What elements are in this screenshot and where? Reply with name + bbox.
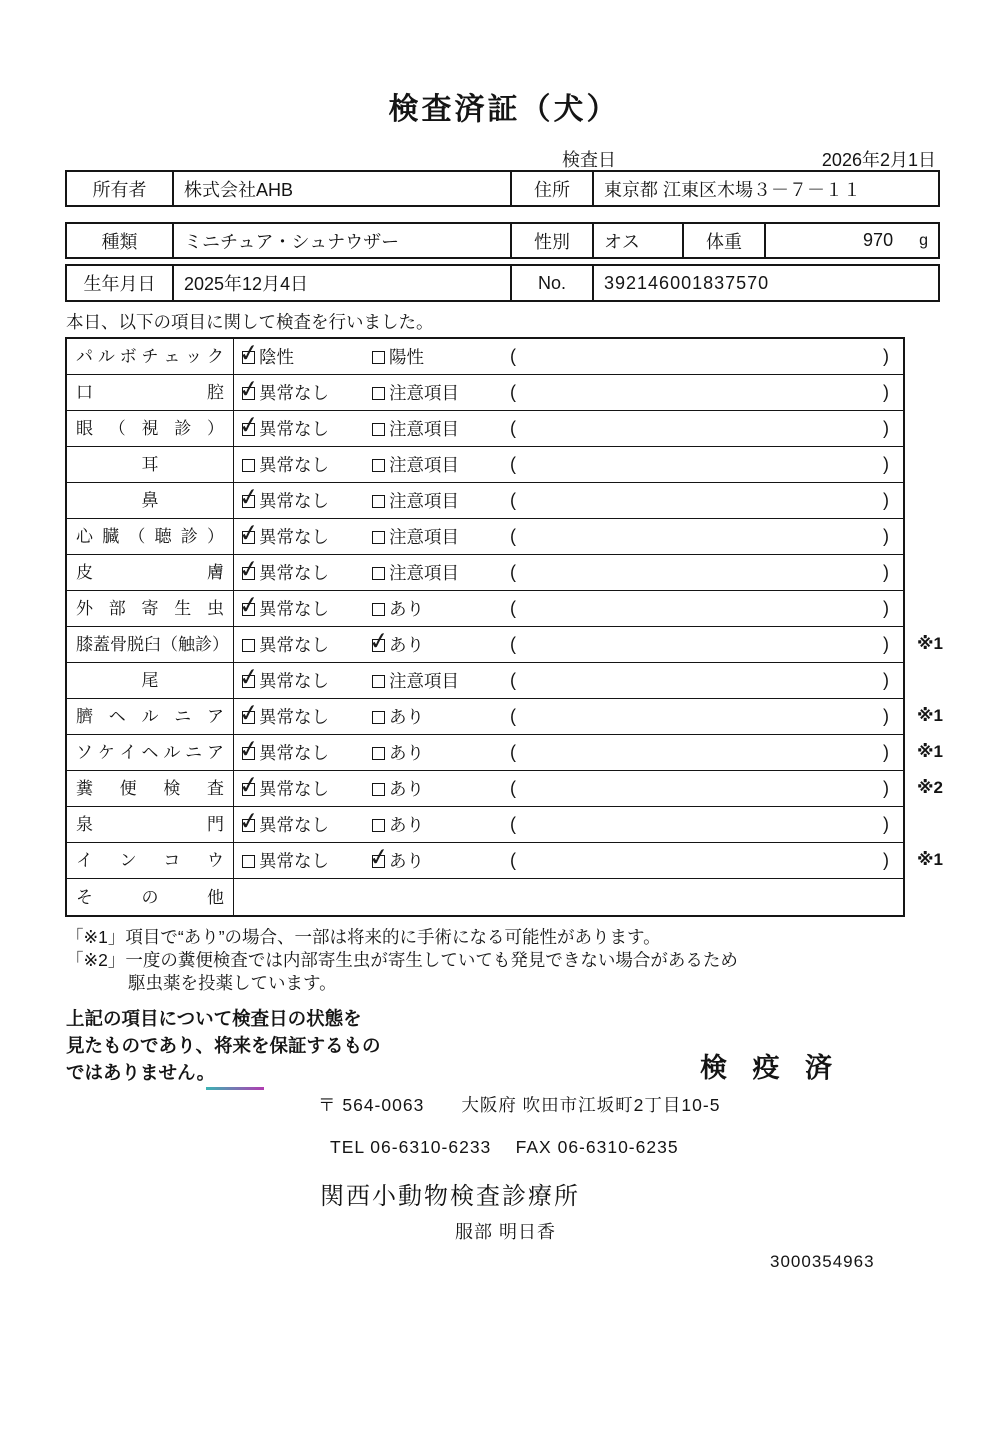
- option-2: [372, 848, 510, 873]
- checkbox-icon: [372, 495, 385, 508]
- paren-open: (: [510, 346, 516, 366]
- paren-open: (: [510, 850, 516, 870]
- checklist-item-label-cell: [67, 375, 234, 410]
- option-2: [372, 632, 510, 657]
- checklist-item-label-cell: [67, 735, 234, 770]
- option-2: [372, 524, 510, 549]
- checklist-item-label-cell: [67, 771, 234, 806]
- birthdate-value: 2025年12月4日: [172, 266, 510, 300]
- checklist-item-label-cell: [67, 483, 234, 518]
- checkbox-icon: [242, 819, 255, 832]
- veterinarian-name: 服部 明日香: [455, 1222, 557, 1242]
- paren-close: ): [883, 418, 889, 438]
- checklist-options: [234, 483, 903, 518]
- checklist-row: [67, 879, 903, 915]
- sex-value: オス: [592, 224, 682, 257]
- checklist-item-label-cell: [67, 339, 234, 374]
- checklist-item-label: 外 部 寄 生 虫: [76, 599, 224, 618]
- option-label: 異常なし: [259, 563, 329, 583]
- birthdate-label: 生年月日: [83, 274, 156, 294]
- check-mark-icon: [367, 626, 391, 658]
- disclaimer-line3: ではありません。: [66, 1062, 216, 1083]
- checkbox-icon: [372, 531, 385, 544]
- checklist-options: [234, 699, 903, 734]
- option-label: 異常なし: [259, 815, 329, 835]
- checkbox-icon: [372, 711, 385, 724]
- owner-label: 所有者: [92, 179, 147, 200]
- checklist-item-label: 心 臓 （ 聴 診 ）: [76, 527, 224, 546]
- checkbox-icon: [242, 711, 255, 724]
- option-label: 注意項目: [389, 563, 459, 583]
- option-2: [372, 668, 510, 693]
- checklist-options: [234, 555, 903, 590]
- option-1: [242, 524, 372, 549]
- row-footnote-marker: ※1: [917, 634, 943, 653]
- disclaimer: [66, 1005, 381, 1086]
- checklist-item-label: 糞 便 検 査: [76, 779, 224, 798]
- check-mark-icon: [237, 410, 261, 442]
- disclaimer-line1: 上記の項目について検査日の状態を: [66, 1008, 362, 1029]
- checklist-row: [67, 735, 943, 771]
- paren-open: (: [510, 634, 516, 654]
- option-label: 注意項目: [389, 491, 459, 511]
- option-label: あり: [389, 599, 424, 619]
- checkbox-icon: [372, 603, 385, 616]
- checkbox-icon: [372, 675, 385, 688]
- row-footnote-marker: ※2: [917, 778, 943, 797]
- option-label: あり: [389, 815, 424, 835]
- clinic-name: 関西小動物検査診療所: [320, 1183, 580, 1210]
- checklist-item-label: 眼 （ 視 診 ）: [76, 419, 224, 438]
- paren-open: (: [510, 778, 516, 798]
- paren-open: (: [510, 418, 516, 438]
- paren-close: ): [883, 598, 889, 618]
- row-footnote-marker: ※1: [917, 706, 943, 725]
- paren-open: (: [510, 598, 516, 618]
- option-1: [242, 632, 372, 657]
- checklist-row: [67, 411, 903, 447]
- paren-close: ): [883, 562, 889, 582]
- option-1: [242, 668, 372, 693]
- option-label: 陰性: [259, 347, 294, 367]
- option-2: [372, 380, 510, 405]
- paren-close: ): [883, 382, 889, 402]
- paren-open: (: [510, 562, 516, 582]
- option-1: [242, 848, 372, 873]
- paren-open: (: [510, 526, 516, 546]
- row-footnote-marker: ※1: [917, 850, 943, 869]
- option-label: 異常なし: [259, 455, 329, 475]
- checklist-options: [234, 339, 903, 374]
- checkbox-icon: [242, 459, 255, 472]
- checkbox-icon: [372, 459, 385, 472]
- checkbox-icon: [242, 495, 255, 508]
- option-label: 異常なし: [259, 743, 329, 763]
- option-1: [242, 704, 372, 729]
- option-1: [242, 776, 372, 801]
- option-1: [242, 344, 372, 369]
- checklist-options: [234, 663, 903, 698]
- checklist-row: [67, 375, 903, 411]
- checklist-options: [234, 375, 903, 410]
- checklist-options: [234, 627, 903, 662]
- option-label: あり: [389, 851, 424, 871]
- checklist-item-label: 鼻: [141, 491, 159, 510]
- checklist-item-label: 尾: [141, 671, 159, 690]
- checklist-item-label-cell: [67, 807, 234, 842]
- option-label: 異常なし: [259, 383, 329, 403]
- option-2: [372, 812, 510, 837]
- paren-open: (: [510, 670, 516, 690]
- checklist-options: [234, 735, 903, 770]
- owner-row: [65, 170, 940, 207]
- check-mark-icon: [237, 482, 261, 514]
- option-label: 異常なし: [259, 851, 329, 871]
- footnote-2-line2: 駆虫薬を投薬しています。: [128, 973, 337, 993]
- checklist-options: [234, 411, 903, 446]
- weight-cell: [764, 224, 938, 257]
- option-label: 注意項目: [389, 671, 459, 691]
- option-1: [242, 452, 372, 477]
- address-label: 住所: [510, 172, 592, 205]
- checklist-options: [234, 447, 903, 482]
- checklist-item-label-cell: [67, 879, 234, 915]
- quarantine-stamp: 検 疫 済: [700, 1053, 842, 1083]
- breed-label: 種類: [101, 231, 138, 252]
- checklist-item-label-cell: [67, 519, 234, 554]
- checklist-row: [67, 807, 903, 843]
- checklist-table: [65, 337, 943, 917]
- paren-open: (: [510, 490, 516, 510]
- birthdate-row: [65, 264, 940, 302]
- checklist-item-label-cell: [67, 411, 234, 446]
- option-1: [242, 416, 372, 441]
- paren-close: ): [883, 490, 889, 510]
- paren-close: ): [883, 850, 889, 870]
- checklist-item-label: 皮 膚: [76, 563, 224, 582]
- row-footnote-marker: ※1: [917, 742, 943, 761]
- option-label: あり: [389, 743, 424, 763]
- inspection-date-label: 検査日: [562, 150, 616, 170]
- checkbox-icon: [242, 639, 255, 652]
- check-mark-icon: [237, 374, 261, 406]
- check-mark-icon: [237, 554, 261, 586]
- option-2: [372, 776, 510, 801]
- check-mark-icon: [237, 770, 261, 802]
- check-mark-icon: [237, 518, 261, 550]
- footnote-1: 「※1」項目で“あり”の場合、一部は将来的に手術になる可能性があります。: [66, 927, 661, 947]
- inspection-date-value: 2026年2月1日: [821, 150, 936, 170]
- checklist-row: [67, 771, 943, 807]
- inspection-date-line: [65, 146, 940, 170]
- checkbox-icon: [242, 531, 255, 544]
- owner-value: 株式会社AHB: [172, 172, 510, 205]
- option-label: あり: [389, 635, 424, 655]
- number-label: No.: [510, 266, 592, 300]
- number-value: 392146001837570: [592, 266, 938, 300]
- paren-close: ): [883, 742, 889, 762]
- checklist-item-label-cell: [67, 699, 234, 734]
- checklist-options: [234, 771, 903, 806]
- scan-artifact: [206, 1087, 264, 1090]
- address-value: 東京都 江東区木場３－７－１１: [592, 172, 938, 205]
- option-label: 注意項目: [389, 527, 459, 547]
- check-mark-icon: [237, 338, 261, 370]
- paren-open: (: [510, 454, 516, 474]
- weight-value: 970: [863, 230, 894, 250]
- paren-close: ): [883, 670, 889, 690]
- option-1: [242, 812, 372, 837]
- option-label: 注意項目: [389, 383, 459, 403]
- check-mark-icon: [237, 734, 261, 766]
- check-mark-icon: [367, 842, 391, 874]
- checklist-row: [67, 663, 903, 699]
- checklist-item-label-cell: [67, 555, 234, 590]
- option-label: 異常なし: [259, 635, 329, 655]
- option-label: 注意項目: [389, 455, 459, 475]
- option-label: 異常なし: [259, 671, 329, 691]
- option-2: [372, 560, 510, 585]
- paren-close: ): [883, 814, 889, 834]
- option-label: あり: [389, 707, 424, 727]
- checklist-item-label: ソ ケ イ ヘ ル ニ ア: [76, 743, 224, 762]
- checkbox-icon: [242, 351, 255, 364]
- checklist-row: [67, 555, 903, 591]
- paren-close: ): [883, 526, 889, 546]
- paren-close: ): [883, 706, 889, 726]
- paren-close: ): [883, 634, 889, 654]
- checklist-item-label: 泉 門: [76, 815, 224, 834]
- breed-row: [65, 222, 940, 259]
- option-2: [372, 704, 510, 729]
- disclaimer-line2: 見たものであり、将来を保証するもの: [66, 1035, 381, 1056]
- checklist-row: [67, 339, 903, 375]
- checklist-row: [67, 519, 903, 555]
- checklist-item-label: パ ル ボ チ ェ ッ ク: [76, 347, 224, 366]
- clinic-phone: TEL 06-6310-6233 FAX 06-6310-6235: [330, 1137, 679, 1157]
- checklist-item-label-cell: [67, 447, 234, 482]
- page-title: 検査済証（犬）: [388, 93, 620, 126]
- checkbox-icon: [242, 675, 255, 688]
- option-1: [242, 740, 372, 765]
- checkbox-icon: [242, 387, 255, 400]
- check-mark-icon: [237, 662, 261, 694]
- option-2: [372, 416, 510, 441]
- checkbox-icon: [372, 639, 385, 652]
- checkbox-icon: [372, 387, 385, 400]
- option-label: 異常なし: [259, 419, 329, 439]
- checkbox-icon: [372, 855, 385, 868]
- checklist-options: [234, 879, 903, 915]
- check-mark-icon: [237, 698, 261, 730]
- option-label: あり: [389, 779, 424, 799]
- paren-open: (: [510, 706, 516, 726]
- checklist-row: [67, 627, 943, 663]
- checklist-options: [234, 591, 903, 626]
- option-1: [242, 380, 372, 405]
- option-1: [242, 488, 372, 513]
- breed-value: ミニチュア・シュナウザー: [172, 224, 510, 257]
- checkbox-icon: [372, 567, 385, 580]
- sex-label: 性別: [510, 224, 592, 257]
- checklist-item-label-cell: [67, 627, 234, 662]
- checklist-item-label: そ の 他: [76, 887, 224, 907]
- paren-close: ): [883, 778, 889, 798]
- checklist-item-label: 耳: [141, 455, 159, 474]
- option-2: [372, 344, 510, 369]
- checkbox-icon: [242, 855, 255, 868]
- serial-number: 3000354963: [770, 1252, 875, 1271]
- weight-label: 体重: [682, 224, 764, 257]
- checkbox-icon: [372, 423, 385, 436]
- option-2: [372, 596, 510, 621]
- checklist-options: [234, 843, 903, 878]
- checklist-item-label: イ ン コ ウ: [76, 851, 224, 870]
- option-2: [372, 488, 510, 513]
- checklist-row: [67, 447, 903, 483]
- option-label: 注意項目: [389, 419, 459, 439]
- checklist-item-label: 口 腔: [76, 383, 224, 402]
- option-1: [242, 560, 372, 585]
- checkbox-icon: [242, 747, 255, 760]
- option-2: [372, 740, 510, 765]
- checkbox-icon: [242, 603, 255, 616]
- checkbox-icon: [242, 423, 255, 436]
- paren-close: ): [883, 454, 889, 474]
- paren-open: (: [510, 814, 516, 834]
- weight-unit: g: [919, 231, 928, 249]
- option-label: 異常なし: [259, 779, 329, 799]
- checklist-row: [67, 591, 903, 627]
- checkbox-icon: [242, 783, 255, 796]
- checkbox-icon: [372, 747, 385, 760]
- checkbox-icon: [372, 783, 385, 796]
- option-2: [372, 452, 510, 477]
- checkbox-icon: [372, 351, 385, 364]
- checklist-options: [234, 807, 903, 842]
- checklist-item-label-cell: [67, 843, 234, 878]
- checklist-row: [67, 843, 943, 879]
- option-label: 異常なし: [259, 491, 329, 511]
- option-label: 異常なし: [259, 599, 329, 619]
- checkbox-icon: [372, 819, 385, 832]
- check-mark-icon: [237, 590, 261, 622]
- checklist-item-label: 臍 ヘ ル ニ ア: [76, 707, 224, 726]
- intro-text: 本日、以下の項目に関して検査を行いました。: [66, 312, 434, 332]
- checkbox-icon: [242, 567, 255, 580]
- paren-open: (: [510, 742, 516, 762]
- footnote-2-line1: 「※2」一度の糞便検査では内部寄生虫が寄生していても発見できない場合があるため: [66, 950, 738, 970]
- footnotes: [66, 926, 738, 995]
- clinic-address: 〒 564-0063 大阪府 吹田市江坂町2丁目10-5: [318, 1095, 721, 1115]
- option-1: [242, 596, 372, 621]
- check-mark-icon: [237, 806, 261, 838]
- checklist-item-label: 膝 蓋 骨 脱 臼 （ 触 診 ）: [76, 635, 229, 654]
- checklist-options: [234, 519, 903, 554]
- option-label: 異常なし: [259, 707, 329, 727]
- option-label: 陽性: [389, 347, 424, 367]
- paren-open: (: [510, 382, 516, 402]
- checklist-item-label-cell: [67, 591, 234, 626]
- checklist-row: [67, 483, 903, 519]
- paren-close: ): [883, 346, 889, 366]
- checklist-row: [67, 699, 943, 735]
- option-label: 異常なし: [259, 527, 329, 547]
- checklist-item-label-cell: [67, 663, 234, 698]
